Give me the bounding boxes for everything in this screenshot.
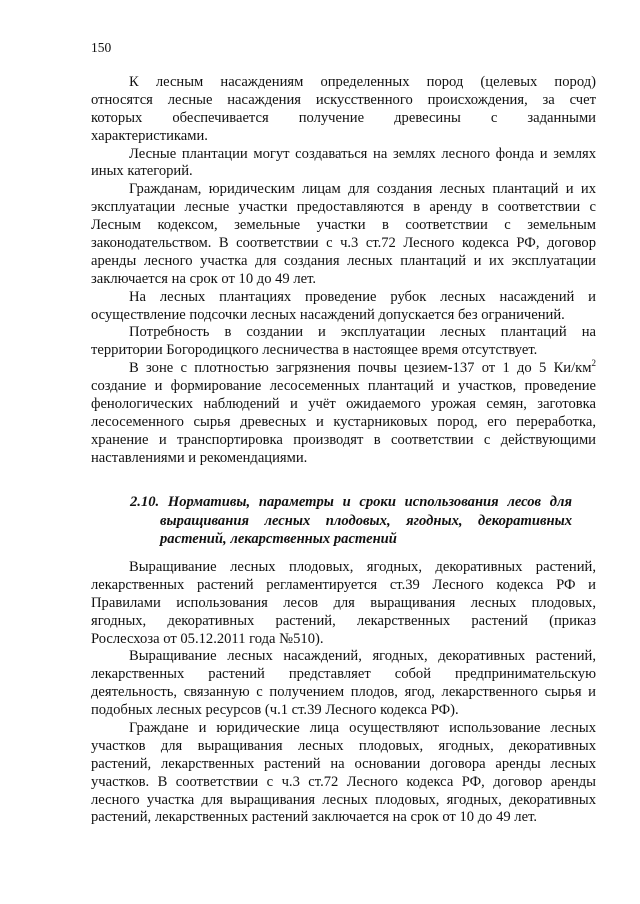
body-text-line <box>91 559 596 577</box>
body-text-line <box>91 396 596 414</box>
body-text-line-text: относятся лесные насаждения искусственного происхождения, за счет <box>91 91 596 108</box>
page-number: 150 <box>91 40 112 55</box>
body-text-line-text: ягодных, декоративных растений, лекарственных растений (приказ <box>91 612 596 629</box>
body-text-line-text: участков для выращивания лесных плодовых, ягодных, декоративных <box>91 737 596 754</box>
body-text-line-text: Лесным кодексом, земельные участки в соответствии с земельным <box>91 217 596 234</box>
body-text-line <box>91 324 596 342</box>
body-text-line-text: территории Богородицкого лесничества в настоящее время отсутствует. <box>91 342 538 359</box>
body-text-line-text: эксплуатации лесные участки предоставляются в аренду в соответствии с <box>91 199 596 216</box>
body-text-line-text: наставлениями и рекомендациями. <box>91 449 308 466</box>
body-text-line <box>91 595 596 613</box>
body-text-line <box>91 756 596 774</box>
body-text-line-text: заключается на срок от 10 до 49 лет. <box>91 270 317 287</box>
heading-text-line-text: растений, лекарственных растений <box>160 531 397 547</box>
body-text-line <box>91 289 596 307</box>
body-text-line-text: лесного участка для выращивания лесных плодовых, ягодных, декоративных <box>91 791 596 808</box>
body-text-line-text: лесосеменного сырья древесных и кустарниковых пород, его переработка, <box>91 413 596 430</box>
body-text-line-text: участков. В соответствии с ч.3 ст.72 Лесного кодекса РФ, договор аренды <box>91 773 596 790</box>
body-text-line <box>91 307 596 325</box>
paragraph-block-plantations <box>91 74 596 468</box>
body-text-line-text: растений, лекарственных растений заключается на срок от 10 до 49 лет. <box>91 809 537 826</box>
body-text-line-text: На лесных плантациях проведение рубок лесных насаждений и <box>129 288 596 305</box>
paragraph-block-cultivation <box>91 559 596 827</box>
body-text-line <box>91 253 596 271</box>
body-text-line-text: Выращивание лесных плодовых, ягодных, декоративных растений, <box>129 559 596 575</box>
body-text-line <box>91 163 596 181</box>
body-text-line <box>91 792 596 810</box>
body-text-line-text: К лесным насаждениям определенных пород (целевых пород) <box>129 74 596 90</box>
body-text-line-text: подобных лесных ресурсов (ч.1 ст.39 Лесного кодекса РФ). <box>91 702 459 719</box>
body-text-line <box>91 235 596 253</box>
body-text-line <box>91 432 596 450</box>
body-text-line <box>91 720 596 738</box>
body-text-line <box>91 684 596 702</box>
body-text-line <box>91 92 596 110</box>
body-text-line-text: иных категорий. <box>91 163 193 180</box>
body-text-line-text: Правилами использования лесов для выращивания лесных плодовых, <box>91 594 596 611</box>
body-text-line-text: Лесные плантации могут создаваться на землях лесного фонда и землях <box>129 145 596 162</box>
body-text-line <box>91 738 596 756</box>
heading-text-line <box>130 530 572 549</box>
heading-text-line <box>130 512 572 531</box>
body-text-line <box>91 146 596 164</box>
heading-text-line-text: выращивания лесных плодовых, ягодных, декоративных <box>160 512 572 529</box>
body-text-line <box>91 181 596 199</box>
body-text-line <box>91 414 596 432</box>
body-text-line-text: хранение и транспортировка производят в соответствии с действующими <box>91 431 596 448</box>
body-text-line <box>91 577 596 595</box>
body-text-line <box>91 360 596 378</box>
body-text-line-text: В зоне с плотностью загрязнения почвы цезием-137 от 1 до 5 Ки/км <box>129 360 592 377</box>
body-text-line-text: Граждане и юридические лица осуществляют использование лесных <box>129 720 596 737</box>
body-text-line-text: лекарственных растений представляет собой предпринимательскую <box>91 666 596 683</box>
body-text-line-text: лекарственных растений регламентируется ст.39 Лесного кодекса РФ и <box>91 576 596 593</box>
body-text-line-text: характеристиками. <box>91 127 208 144</box>
superscript: 2 <box>591 358 596 369</box>
body-text-line <box>91 342 596 360</box>
body-text-line-text: фенологических наблюдений и учёт ожидаемого урожая семян, заготовка <box>91 396 596 413</box>
body-text-line-text: которых обеспечивается получение древесины с заданными <box>91 109 596 126</box>
body-text-line-text: законодательством. В соответствии с ч.3 ст.72 Лесного кодекса РФ, договор <box>91 235 596 252</box>
body-text-line <box>91 702 596 720</box>
body-text-line-text: аренды лесного участка для создания лесных плантаций и их эксплуатации <box>91 252 596 269</box>
heading-text-line <box>130 493 572 512</box>
body-text-line <box>91 271 596 289</box>
body-text-line <box>91 631 596 649</box>
body-text-line <box>91 666 596 684</box>
body-text-line-text: Потребность в создании и эксплуатации лесных плантаций на <box>129 324 596 341</box>
body-text-line-text: создание и формирование лесосеменных плантаций и участков, проведение <box>91 378 596 395</box>
body-text-line <box>91 74 596 92</box>
body-text-line <box>91 613 596 631</box>
body-text-line <box>91 199 596 217</box>
body-text-line-text: осуществление подсочки лесных насаждений допускается без ограничений. <box>91 306 565 323</box>
body-text-line-text: Гражданам, юридическим лицам для создания лесных плантаций и их <box>129 181 596 198</box>
body-text-line <box>91 648 596 666</box>
body-text-line <box>91 110 596 128</box>
body-text-line-text: растений, лекарственных растений на основании договора аренды лесных <box>91 755 596 772</box>
body-text-line <box>91 450 596 468</box>
body-text-line <box>91 809 596 827</box>
heading-text-line-text: 2.10. Нормативы, параметры и сроки использования лесов для <box>130 494 572 510</box>
body-text-line <box>91 774 596 792</box>
body-text-line-text: Выращивание лесных насаждений, ягодных, декоративных растений, <box>129 648 596 665</box>
body-text-line-text: деятельность, связанную с получением плодов, ягод, лекарственного сырья и <box>91 684 596 701</box>
body-text-line-text: Рослесхоза от 05.12.2011 года №510). <box>91 630 324 647</box>
body-text-line <box>91 128 596 146</box>
section-heading-2-10 <box>130 493 572 549</box>
body-text-line <box>91 378 596 396</box>
body-text-line <box>91 217 596 235</box>
